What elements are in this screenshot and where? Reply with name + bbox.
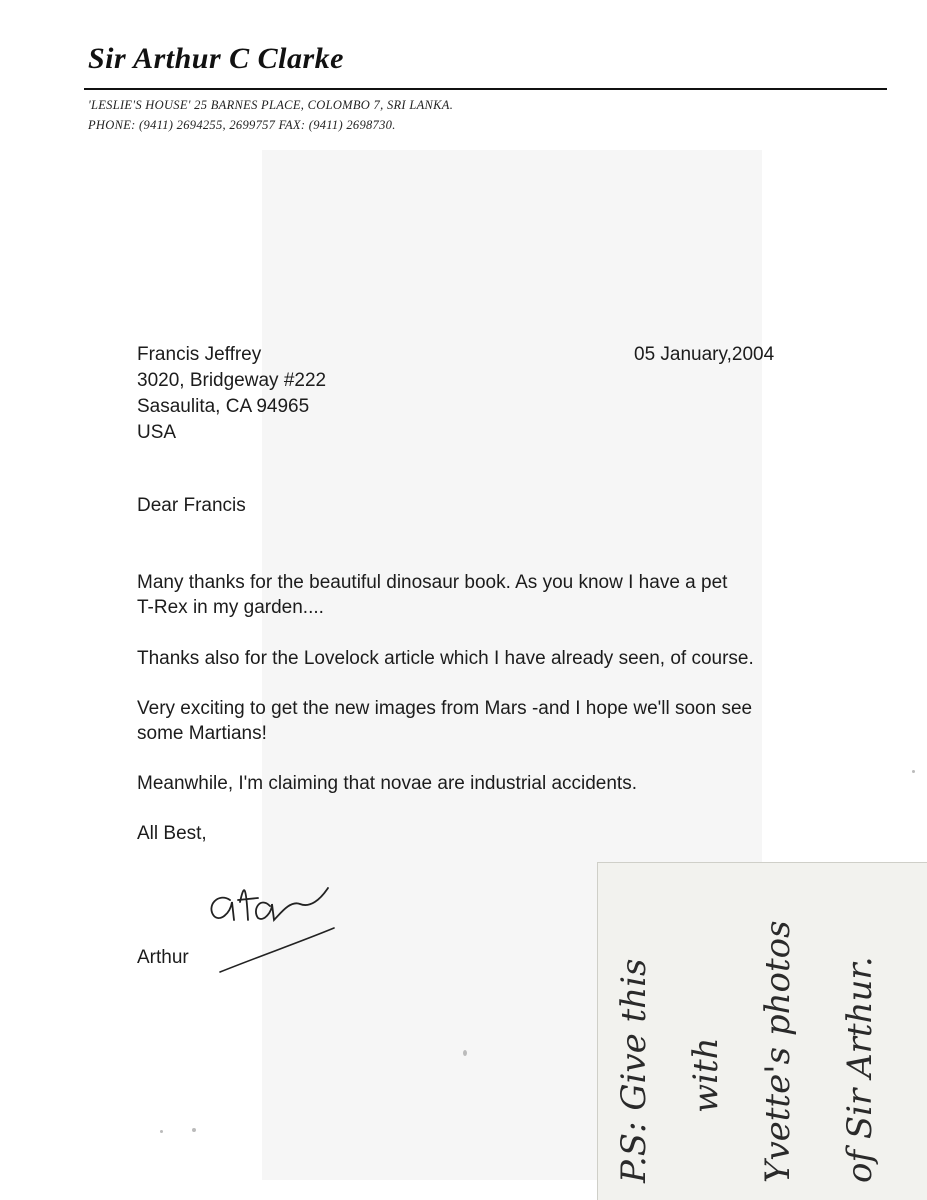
scan-speck [160,1130,163,1133]
signature-name: Arthur [137,947,189,968]
recipient-city: Sasaulita, CA 94965 [137,396,310,417]
paragraph-line: Many thanks for the beautiful dinosaur book. As you know I have a pet [137,572,728,593]
closing: All Best, [137,823,207,844]
scan-speck [463,1050,467,1056]
handwritten-signature [200,870,360,980]
paragraph-line: Thanks also for the Lovelock article which I have already seen, of course. [137,648,754,669]
letterhead-address: 'LESLIE'S HOUSE' 25 BARNES PLACE, COLOMBO 7, SRI LANKA. [88,98,454,112]
scan-speck [912,770,915,773]
note-line: Yvette's photos [758,920,798,1183]
paragraph-line: Meanwhile, I'm claiming that novae are industrial accidents. [137,773,637,794]
paragraph-line: Very exciting to get the new images from Mars -and I hope we'll soon see [137,698,753,719]
sticky-note [597,862,927,1200]
recipient-street: 3020, Bridgeway #222 [137,370,327,391]
letter-date: 05 January,2004 [634,344,775,365]
letterhead-name: Sir Arthur C Clarke [88,42,344,75]
recipient-country: USA [137,422,177,443]
letterhead-divider [84,88,887,90]
signature-underline-stroke [220,928,334,972]
note-line: with [686,1037,726,1113]
salutation: Dear Francis [137,495,246,516]
note-line: P.S: Give this [614,958,654,1183]
paragraph-line: some Martians! [137,723,267,744]
note-line: of Sir Arthur. [840,956,880,1183]
signature-initials-stroke [211,888,328,920]
paragraph-line: T-Rex in my garden.... [137,597,324,618]
letterhead-phone-fax: PHONE: (9411) 2694255, 2699757 FAX: (9411) 2698730. [88,118,396,132]
recipient-name: Francis Jeffrey [137,344,262,365]
scan-speck [192,1128,196,1132]
